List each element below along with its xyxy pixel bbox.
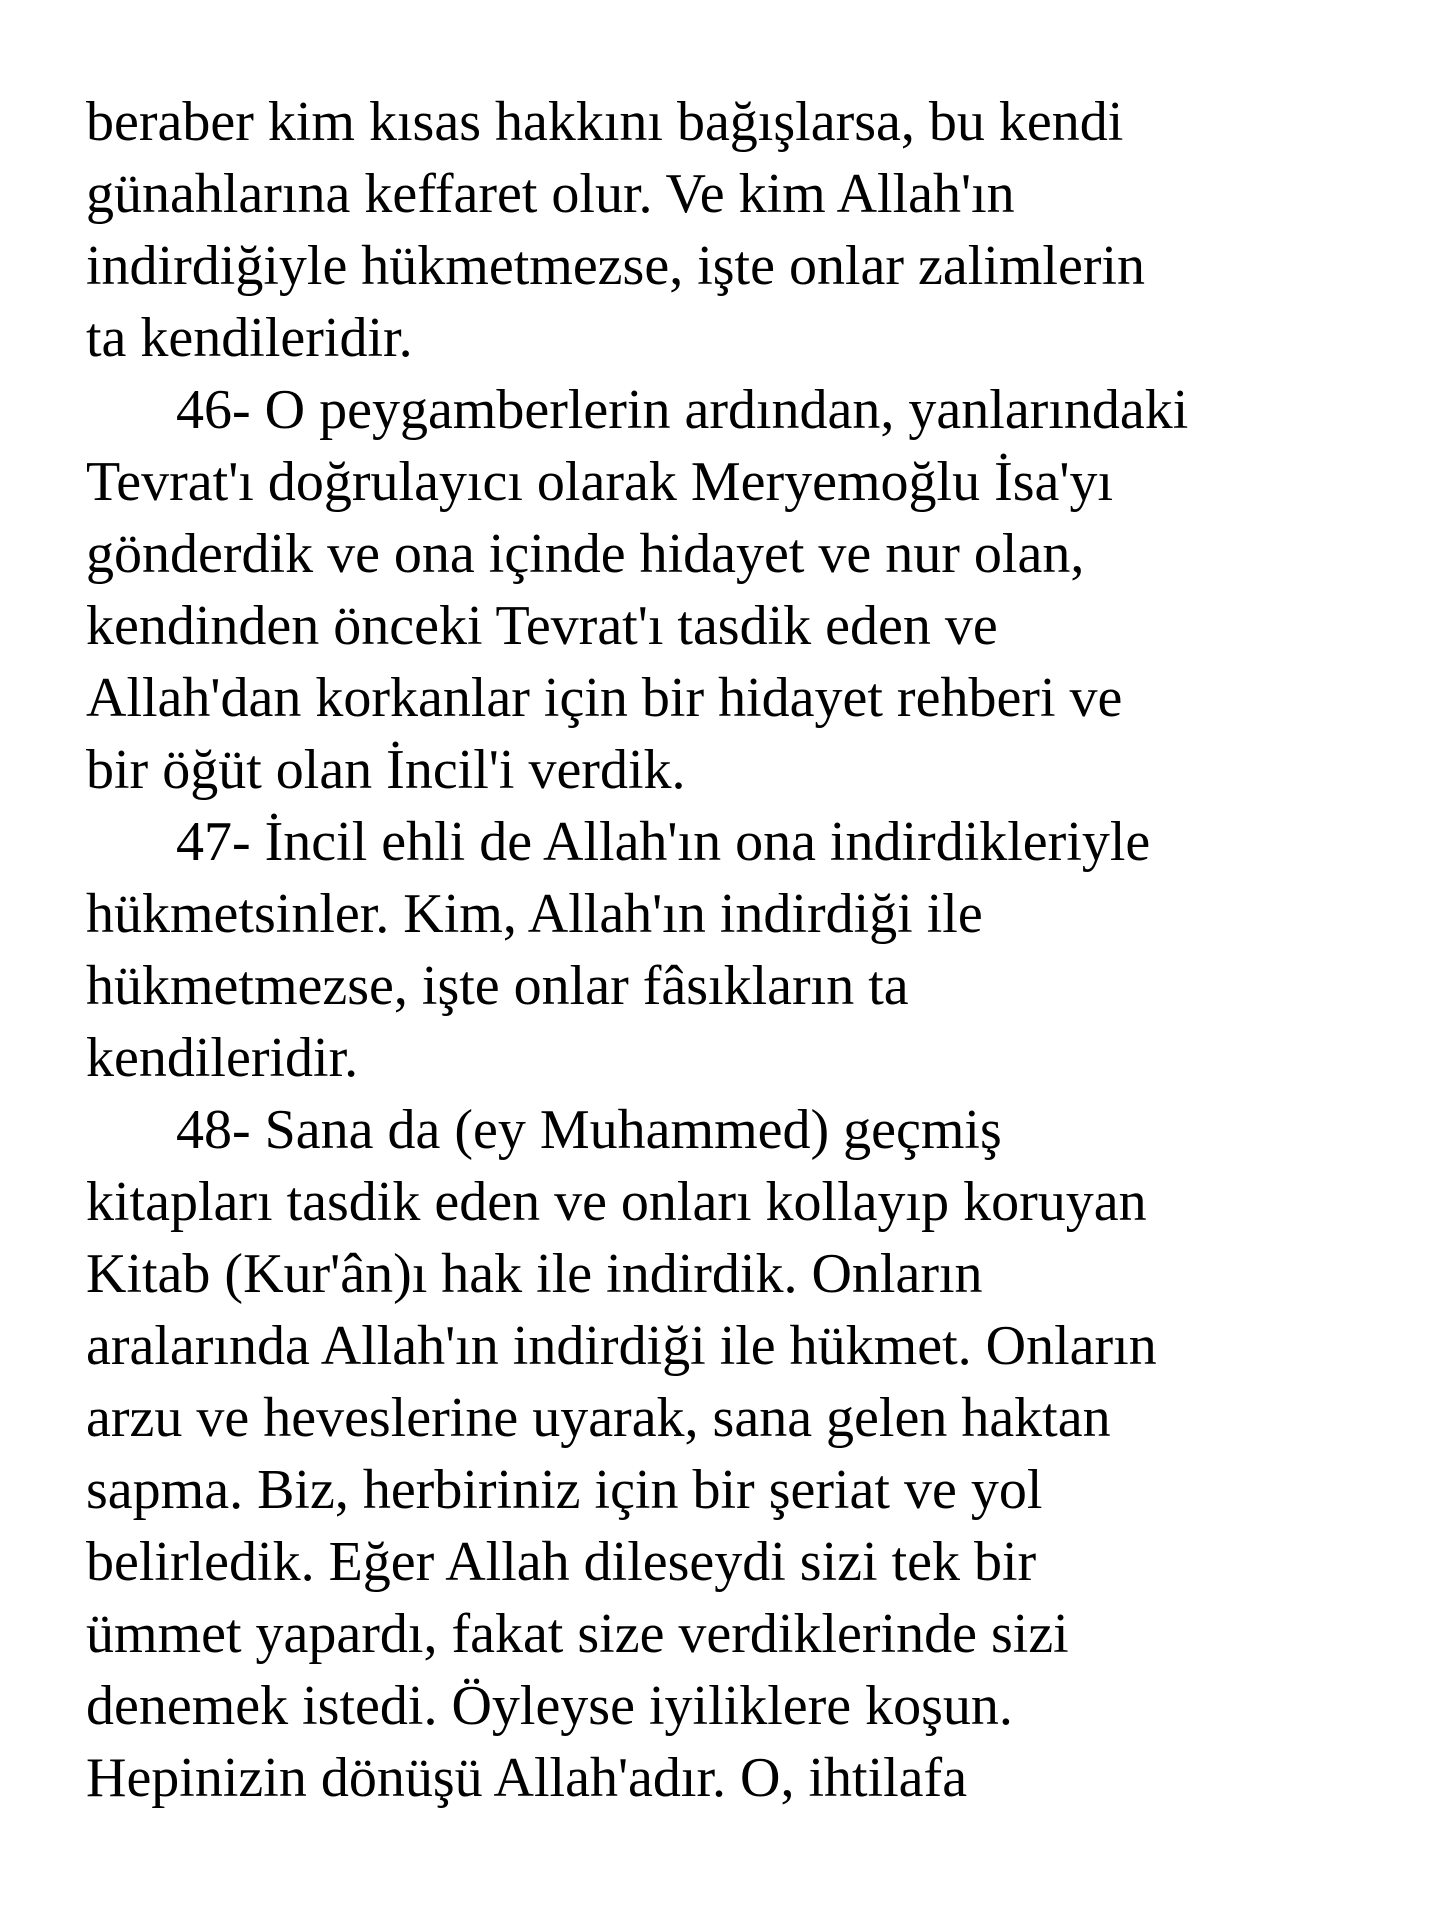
text-line: hükmetsinler. Kim, Allah'ın indirdiği ile bbox=[86, 883, 983, 945]
text-line: belirledik. Eğer Allah dileseydi sizi tek bir bbox=[86, 1531, 1037, 1593]
text-line: ta kendileridir. bbox=[86, 307, 413, 369]
text-line: kendinden önceki Tevrat'ı tasdik eden ve bbox=[86, 595, 998, 657]
text-line: gönderdik ve ona içinde hidayet ve nur olan, bbox=[86, 523, 1085, 585]
text-line: aralarında Allah'ın indirdiği ile hükmet. Onların bbox=[86, 1315, 1157, 1377]
text-line: Tevrat'ı doğrulayıcı olarak Meryemoğlu İsa'yı bbox=[86, 451, 1114, 513]
text-line: ümmet yapardı, fakat size verdiklerinde sizi bbox=[86, 1603, 1069, 1665]
text-line: Hepinizin dönüşü Allah'adır. O, ihtilafa bbox=[86, 1747, 968, 1809]
text-line: sapma. Biz, herbiriniz için bir şeriat ve yol bbox=[86, 1459, 1043, 1521]
text-line: hükmetmezse, işte onlar fâsıkların ta bbox=[86, 955, 909, 1017]
verse-47-start: 47- İncil ehli de Allah'ın ona indirdikleriyle bbox=[176, 811, 1151, 873]
text-line: bir öğüt olan İncil'i verdik. bbox=[86, 739, 686, 801]
text-line: beraber kim kısas hakkını bağışlarsa, bu kendi bbox=[86, 91, 1124, 153]
text-line: kendileridir. bbox=[86, 1027, 359, 1089]
text-line: denemek istedi. Öyleyse iyiliklere koşun. bbox=[86, 1675, 1013, 1737]
text-line: Allah'dan korkanlar için bir hidayet rehberi ve bbox=[86, 667, 1123, 729]
text-line: kitapları tasdik eden ve onları kollayıp koruyan bbox=[86, 1171, 1147, 1233]
verse-48-start: 48- Sana da (ey Muhammed) geçmiş bbox=[176, 1099, 1002, 1161]
document-page bbox=[86, 86, 1426, 1886]
text-line: Kitab (Kur'ân)ı hak ile indirdik. Onların bbox=[86, 1243, 983, 1305]
text-line: arzu ve heveslerine uyarak, sana gelen haktan bbox=[86, 1387, 1111, 1449]
text-line: günahlarına keffaret olur. Ve kim Allah'ın bbox=[86, 163, 1015, 225]
text-line: indirdiğiyle hükmetmezse, işte onlar zalimlerin bbox=[86, 235, 1146, 297]
verse-46-start: 46- O peygamberlerin ardından, yanlarındaki bbox=[176, 379, 1189, 441]
